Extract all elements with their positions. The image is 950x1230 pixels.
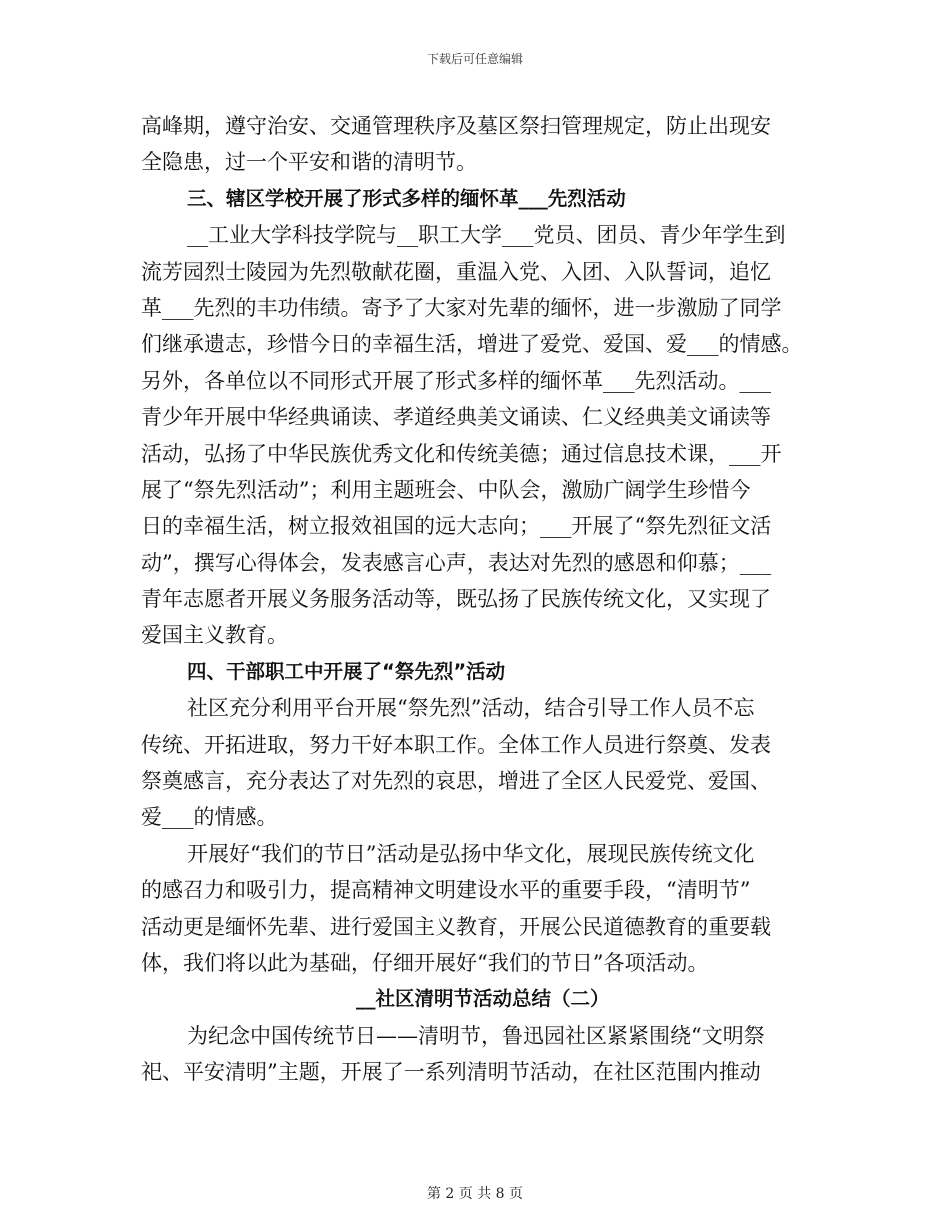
paragraph-line: 流芳园烈士陵园为先烈敬献花圈，重温入党、入团、入队誓词，追忆: [141, 259, 771, 284]
paragraph-line: 活动，弘扬了中华民族优秀文化和传统美德；通过信息技术课，___开: [141, 441, 782, 466]
paragraph-line: 另外，各单位以不同形式开展了形式多样的缅怀革___先烈活动。___: [141, 368, 771, 393]
paragraph-line: 青少年开展中华经典诵读、孝道经典美文诵读、仁义经典美文诵读等: [141, 405, 771, 430]
paragraph-line: 体，我们将以此为基础，仔细开展好“我们的节日”各项活动。: [141, 950, 709, 975]
paragraph-line: 革___先烈的丰功伟绩。寄予了大家对先辈的缅怀，进一步激励了同学: [141, 295, 782, 320]
paragraph-line: 们继承遗志，珍惜今日的幸福生活，增进了爱党、爱国、爱___的情感。: [141, 332, 803, 357]
page-footer: 第 2 页 共 8 页: [426, 1186, 524, 1202]
paragraph-line: 动”，撰写心得体会，发表感言心声，表达对先烈的感恩和仰慕；___: [141, 550, 772, 575]
document-body: [141, 108, 821, 1091]
paragraph-line: 社区充分利用平台开展“祭先烈”活动，结合引导工作人员不忘: [187, 696, 755, 721]
paragraph-line: 高峰期，遵守治安、交通管理秩序及墓区祭扫管理规定，防止出现安: [141, 114, 771, 138]
document-title: __社区清明节活动总结（二）: [356, 987, 610, 1011]
paragraph-line: 的感召力和吸引力，提高精神文明建设水平的重要手段，“清明节”: [141, 878, 751, 903]
paragraph-line: 活动更是缅怀先辈、进行爱国主义教育，开展公民道德教育的重要载: [141, 914, 771, 939]
paragraph-line: 展了“祭先烈活动”；利用主题班会、中队会，激励广阔学生珍惜今: [141, 477, 751, 502]
paragraph-line: 开展好“我们的节日”活动是弘扬中华文化，展现民族传统文化: [187, 841, 755, 866]
paragraph-line: __工业大学科技学院与__职工大学___党员、团员、青少年学生到: [187, 223, 786, 248]
paragraph-line: 爱国主义教育。: [141, 623, 288, 648]
paragraph-line: 爱___的情感。: [141, 805, 278, 830]
paragraph-line: 祭奠感言，充分表达了对先烈的哀思，增进了全区人民爱党、爱国、: [141, 769, 771, 794]
paragraph-line: 传统、开拓进取，努力干好本职工作。全体工作人员进行祭奠、发表: [141, 732, 771, 757]
paragraph-line: 为纪念中国传统节日——清明节，鲁迅园社区紧紧围绕“文明祭: [187, 1023, 765, 1048]
paragraph-line: 青年志愿者开展义务服务活动等，既弘扬了民族传统文化，又实现了: [141, 587, 771, 612]
paragraph-line: 祀、平安清明”主题，开展了一系列清明节活动，在社区范围内推动: [141, 1060, 761, 1085]
page-header: 下载后可任意编辑: [426, 52, 523, 66]
section-heading: 三、辖区学校开展了形式多样的缅怀革___先烈活动: [187, 186, 626, 210]
paragraph-line: 日的幸福生活，树立报效祖国的远大志向；___开展了“祭先烈征文活: [141, 514, 772, 539]
section-heading: 四、干部职工中开展了“祭先烈”活动: [187, 659, 506, 683]
paragraph-line: 全隐患，过一个平安和谐的清明节。: [141, 150, 477, 175]
